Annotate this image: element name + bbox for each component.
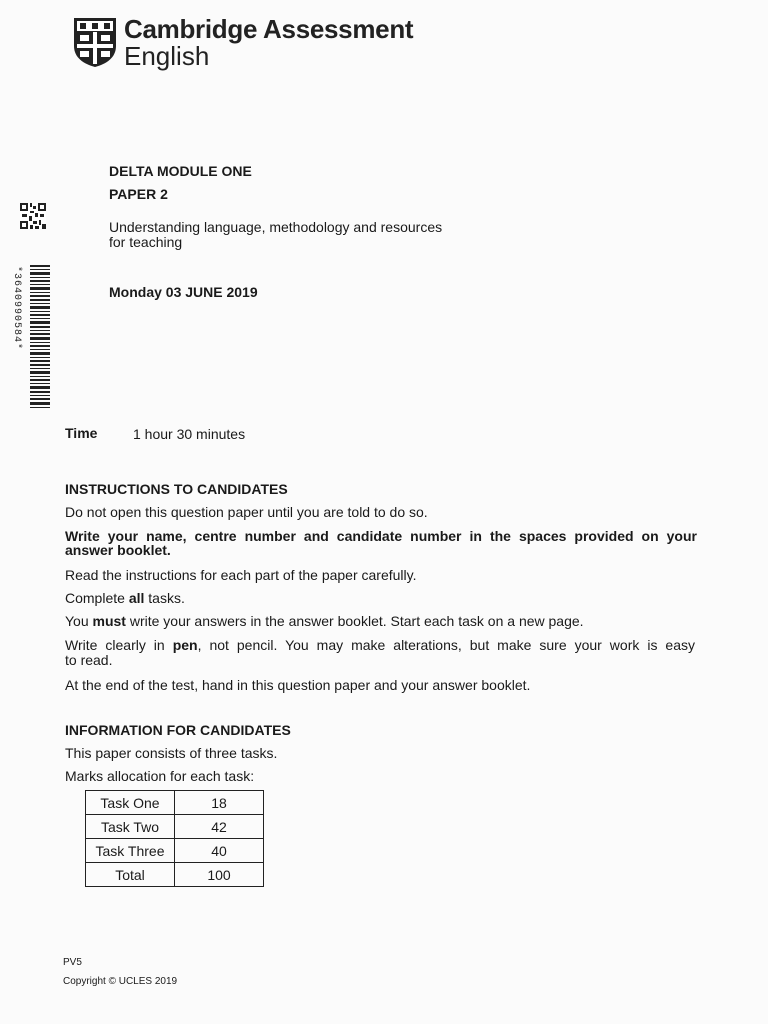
information-line-1: This paper consists of three tasks. — [65, 745, 278, 761]
information-heading: INFORMATION FOR CANDIDATES — [65, 722, 291, 738]
time-value: 1 hour 30 minutes — [133, 426, 246, 442]
instruction-line-6b: to read. — [65, 652, 113, 668]
instruction-line-7: At the end of the test, hand in this question paper and your answer booklet. — [65, 677, 531, 693]
paper-code: PV5 — [63, 957, 82, 968]
cambridge-logo — [72, 16, 413, 69]
brand-name: Cambridge Assessment — [124, 14, 414, 44]
task-marks: 40 — [175, 839, 264, 863]
exam-date: Monday 03 JUNE 2019 — [109, 284, 258, 300]
instruction-line-4: Complete all tasks. — [65, 590, 185, 606]
information-line-2: Marks allocation for each task: — [65, 768, 255, 784]
barcode-number: *3640990584* — [11, 266, 22, 351]
table-row — [86, 863, 264, 887]
time-label: Time — [65, 425, 98, 441]
total-marks: 100 — [175, 863, 264, 887]
instruction-line-5: You must write your answers in the answer booklet. Start each task on a new page. — [65, 613, 584, 629]
table-row — [86, 791, 264, 815]
instruction-line-2b: answer booklet. — [65, 542, 171, 558]
table-row — [86, 839, 264, 863]
task-name: Task One — [86, 791, 175, 815]
copyright: Copyright © UCLES 2019 — [63, 976, 178, 987]
instruction-line-1: Do not open this question paper until you are told to do so. — [65, 504, 428, 520]
task-name: Task Three — [86, 839, 175, 863]
paper-subtitle-line1: Understanding language, methodology and resources — [109, 219, 443, 235]
marks-table — [85, 790, 264, 887]
task-name: Task Two — [86, 815, 175, 839]
shield-icon — [72, 16, 118, 68]
instructions-heading: INSTRUCTIONS TO CANDIDATES — [65, 481, 288, 497]
brand-subname: English — [124, 41, 210, 71]
paper-subtitle-line2: for teaching — [109, 234, 183, 250]
instruction-line-2a: Write your name, centre number and candidate number in the spaces provided on your — [65, 528, 697, 544]
paper-title: PAPER 2 — [109, 186, 168, 202]
qr-code-icon — [20, 203, 46, 229]
module-title: DELTA MODULE ONE — [109, 163, 252, 179]
instruction-line-3: Read the instructions for each part of the paper carefully. — [65, 567, 417, 583]
task-marks: 18 — [175, 791, 264, 815]
instruction-line-6: Write clearly in pen, not pencil. You may make alterations, but make sure your work is easy — [65, 637, 695, 653]
task-marks: 42 — [175, 815, 264, 839]
table-row — [86, 815, 264, 839]
total-label: Total — [86, 863, 175, 887]
